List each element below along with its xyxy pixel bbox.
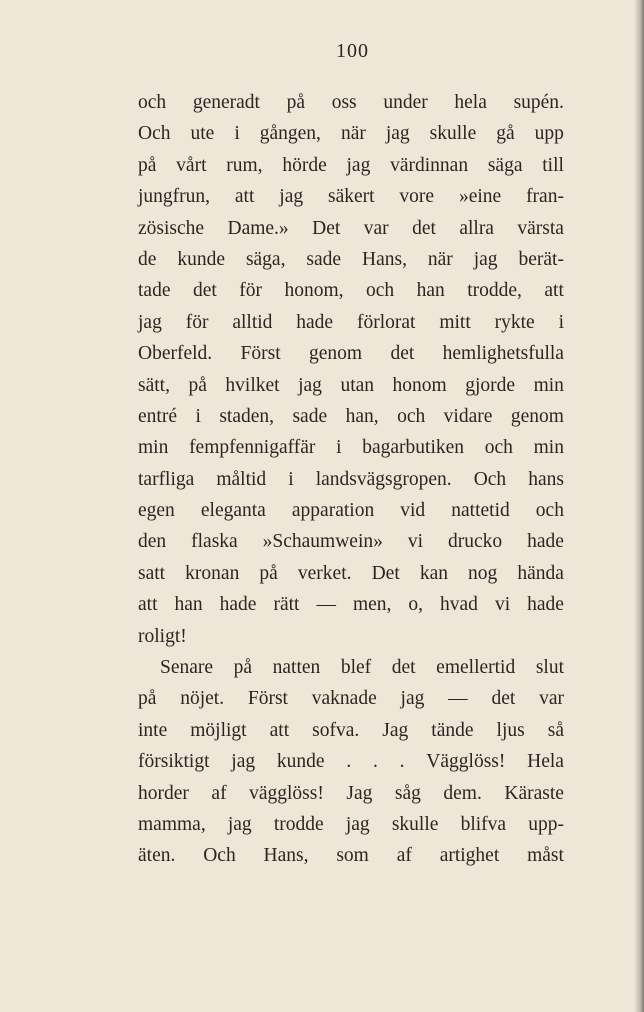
word: jag bbox=[138, 311, 162, 333]
word: vi bbox=[494, 594, 511, 616]
word: allra bbox=[459, 217, 494, 239]
word: bagarbutiken bbox=[362, 437, 465, 459]
word: hända bbox=[517, 562, 564, 584]
word: när bbox=[427, 248, 453, 270]
text-line bbox=[138, 150, 564, 181]
body-text bbox=[138, 87, 564, 872]
word: Käraste bbox=[504, 782, 564, 804]
word: ute bbox=[190, 123, 215, 145]
text-line bbox=[138, 495, 564, 526]
word: Dame.» bbox=[227, 217, 289, 239]
word: hade bbox=[527, 594, 564, 616]
word: han, bbox=[345, 405, 379, 427]
word: hade bbox=[219, 594, 257, 616]
text-line bbox=[138, 181, 564, 212]
word: han bbox=[174, 594, 203, 616]
word: hans bbox=[528, 468, 564, 490]
word: . bbox=[372, 751, 378, 773]
word: honom bbox=[392, 374, 447, 396]
word: horder bbox=[138, 782, 189, 804]
text-line bbox=[138, 464, 564, 495]
word: trodde bbox=[273, 813, 324, 835]
word: som bbox=[336, 845, 369, 867]
word: i bbox=[558, 311, 564, 333]
word: eleganta bbox=[200, 500, 266, 522]
word: de bbox=[138, 248, 157, 270]
word: i bbox=[288, 468, 294, 490]
word: det bbox=[391, 657, 416, 679]
text-line bbox=[138, 244, 564, 275]
word: vidare bbox=[443, 405, 493, 427]
word: säkert bbox=[327, 186, 375, 208]
word: och bbox=[138, 92, 167, 113]
word: hvad bbox=[440, 594, 478, 616]
word: zösische bbox=[138, 217, 205, 239]
word: måst bbox=[527, 845, 564, 867]
word: vi bbox=[407, 531, 424, 553]
word: upp- bbox=[528, 813, 564, 835]
word: måltid bbox=[216, 468, 267, 490]
word: det bbox=[390, 343, 415, 365]
word: Först bbox=[247, 688, 288, 710]
word: mitt bbox=[439, 311, 471, 333]
word: nöjet. bbox=[180, 688, 225, 710]
word: — bbox=[448, 688, 468, 710]
word: jungfrun, bbox=[138, 186, 211, 208]
text-line bbox=[138, 370, 564, 401]
word: min bbox=[533, 374, 564, 396]
word: oss bbox=[331, 92, 357, 113]
word: och bbox=[365, 280, 395, 302]
word: jag bbox=[227, 813, 252, 835]
word: staden, bbox=[219, 405, 275, 427]
word: så bbox=[547, 719, 564, 741]
word: »eine bbox=[458, 186, 502, 208]
text-line bbox=[138, 87, 564, 118]
word: apparation bbox=[291, 500, 375, 522]
word: upp bbox=[534, 123, 564, 145]
word: min bbox=[138, 437, 169, 459]
word: Och bbox=[203, 845, 236, 867]
text-line bbox=[138, 558, 564, 589]
word: genom bbox=[309, 343, 363, 365]
word: för bbox=[185, 311, 209, 333]
word: när bbox=[340, 123, 366, 145]
text-line bbox=[138, 589, 564, 620]
word: rätt bbox=[273, 594, 300, 616]
word: till bbox=[542, 154, 564, 176]
word: vid bbox=[400, 500, 426, 522]
word: Oberfeld. bbox=[138, 343, 213, 365]
word: berät- bbox=[518, 248, 564, 270]
word: tade bbox=[138, 280, 171, 302]
word: jag bbox=[400, 688, 425, 710]
word: Det bbox=[371, 562, 400, 584]
word: slut bbox=[535, 657, 564, 679]
word: jag bbox=[231, 751, 256, 773]
word: roligt! bbox=[138, 625, 187, 647]
word: Det bbox=[312, 217, 341, 239]
word: på bbox=[286, 92, 306, 113]
word: alltid bbox=[232, 311, 273, 333]
word: dem. bbox=[443, 782, 482, 804]
word: kan bbox=[419, 562, 448, 584]
word: att bbox=[234, 186, 255, 208]
word: Först bbox=[240, 343, 281, 365]
word: på bbox=[259, 562, 278, 584]
text-line bbox=[138, 526, 564, 557]
word: skulle bbox=[429, 123, 477, 145]
word: förlorat bbox=[356, 311, 416, 333]
word: kunde bbox=[276, 751, 325, 773]
word: för bbox=[239, 280, 262, 302]
word: säga bbox=[487, 154, 523, 176]
word: skulle bbox=[391, 813, 439, 835]
page-number: 100 bbox=[336, 40, 369, 62]
word: trodde, bbox=[467, 280, 522, 302]
word: . bbox=[399, 751, 405, 773]
word: Hans, bbox=[362, 248, 407, 270]
word: ljus bbox=[496, 719, 525, 741]
text-line bbox=[138, 652, 564, 683]
word: sofva. bbox=[312, 719, 360, 741]
word: i bbox=[195, 405, 201, 427]
word: generadt bbox=[192, 92, 260, 113]
word: utan bbox=[340, 374, 375, 396]
page-edge-shadow bbox=[634, 0, 644, 1012]
word: af bbox=[211, 782, 227, 804]
text-line bbox=[138, 275, 564, 306]
word: rykte bbox=[494, 311, 535, 333]
word: jag bbox=[346, 154, 371, 176]
text-line bbox=[138, 118, 564, 149]
word: drucko bbox=[448, 531, 503, 553]
word: hade bbox=[527, 531, 564, 553]
word: egen bbox=[138, 500, 175, 522]
word: vårt bbox=[176, 154, 207, 176]
word: verket. bbox=[297, 562, 352, 584]
word: den bbox=[138, 531, 167, 553]
word: blef bbox=[340, 657, 372, 679]
word: att bbox=[544, 280, 564, 302]
word: hörde bbox=[282, 154, 327, 176]
word: jag bbox=[385, 123, 410, 145]
word: hemlighetsfulla bbox=[442, 343, 564, 365]
word: att bbox=[269, 719, 290, 741]
word: var bbox=[539, 688, 564, 710]
text-line bbox=[138, 778, 564, 809]
word: nog bbox=[468, 562, 498, 584]
word: det bbox=[192, 280, 217, 302]
word: — bbox=[316, 594, 336, 616]
word: mamma, bbox=[138, 813, 206, 835]
word: hela bbox=[454, 92, 487, 113]
word: rum, bbox=[226, 154, 263, 176]
word: sade bbox=[306, 248, 342, 270]
word: min bbox=[533, 437, 564, 459]
word: hade bbox=[296, 311, 334, 333]
word: nattetid bbox=[451, 500, 510, 522]
word: tände bbox=[431, 719, 474, 741]
word: i bbox=[336, 437, 342, 459]
word: honom, bbox=[284, 280, 344, 302]
word: jag bbox=[473, 248, 498, 270]
word: säga, bbox=[245, 248, 286, 270]
word: Och bbox=[473, 468, 507, 490]
word: kunde bbox=[177, 248, 225, 270]
word: värdinnan bbox=[390, 154, 469, 176]
word: »Schaumwein» bbox=[262, 531, 383, 553]
word: fran- bbox=[526, 186, 564, 208]
word: såg bbox=[394, 782, 421, 804]
text-line bbox=[138, 715, 564, 746]
word: Jag bbox=[346, 782, 373, 804]
word: entré bbox=[138, 405, 177, 427]
word: var bbox=[363, 217, 389, 239]
word: emellertid bbox=[436, 657, 516, 679]
word: flaska bbox=[191, 531, 238, 553]
text-line bbox=[138, 840, 564, 871]
word: genom bbox=[510, 405, 564, 427]
word: Hela bbox=[527, 751, 564, 773]
text-line bbox=[138, 746, 564, 777]
word: supén. bbox=[513, 92, 564, 113]
word: på bbox=[138, 154, 157, 176]
word: Och bbox=[138, 123, 171, 145]
word: natten bbox=[272, 657, 321, 679]
word: och bbox=[397, 405, 426, 427]
word: att bbox=[138, 594, 158, 616]
word: under bbox=[383, 92, 428, 113]
word: o, bbox=[408, 594, 424, 616]
word: artighet bbox=[439, 845, 500, 867]
word: på bbox=[188, 374, 207, 396]
word: i bbox=[234, 123, 240, 145]
word: och bbox=[484, 437, 513, 459]
word: satt bbox=[138, 562, 166, 584]
word: jag bbox=[279, 186, 304, 208]
word: jag bbox=[345, 813, 370, 835]
text-line bbox=[138, 338, 564, 369]
word: gången, bbox=[259, 123, 321, 145]
word: på bbox=[138, 688, 157, 710]
word: på bbox=[233, 657, 253, 679]
word: jag bbox=[298, 374, 322, 396]
word: försiktigt bbox=[138, 751, 210, 773]
word: och bbox=[535, 500, 564, 522]
word: kronan bbox=[185, 562, 240, 584]
word: sätt, bbox=[138, 374, 170, 396]
word: men, bbox=[352, 594, 392, 616]
text-line bbox=[138, 401, 564, 432]
word: fempfennigaffär bbox=[189, 437, 316, 459]
word: Vägglöss! bbox=[426, 751, 506, 773]
word: gå bbox=[496, 123, 515, 145]
word: hvilket bbox=[225, 374, 280, 396]
word: vägglöss! bbox=[249, 782, 324, 804]
text-line bbox=[138, 621, 564, 652]
word: tarfliga bbox=[138, 468, 195, 490]
word: vaknade bbox=[311, 688, 377, 710]
text-line bbox=[138, 683, 564, 714]
word: Hans, bbox=[263, 845, 309, 867]
text-line bbox=[138, 809, 564, 840]
text-line bbox=[138, 432, 564, 463]
word: Senare bbox=[160, 657, 214, 679]
word: värsta bbox=[517, 217, 564, 239]
word: möjligt bbox=[190, 719, 247, 741]
text-line bbox=[138, 307, 564, 338]
word: det bbox=[491, 688, 516, 710]
word: äten. bbox=[138, 845, 176, 867]
word: . bbox=[346, 751, 352, 773]
word: det bbox=[412, 217, 436, 239]
word: han bbox=[416, 280, 445, 302]
text-line bbox=[138, 213, 564, 244]
word: sade bbox=[292, 405, 328, 427]
word: Jag bbox=[382, 719, 409, 741]
word: inte bbox=[138, 719, 168, 741]
word: gjorde bbox=[465, 374, 516, 396]
word: landsvägsgropen. bbox=[315, 468, 452, 490]
word: blifva bbox=[460, 813, 507, 835]
word: af bbox=[396, 845, 412, 867]
word: vore bbox=[399, 186, 435, 208]
